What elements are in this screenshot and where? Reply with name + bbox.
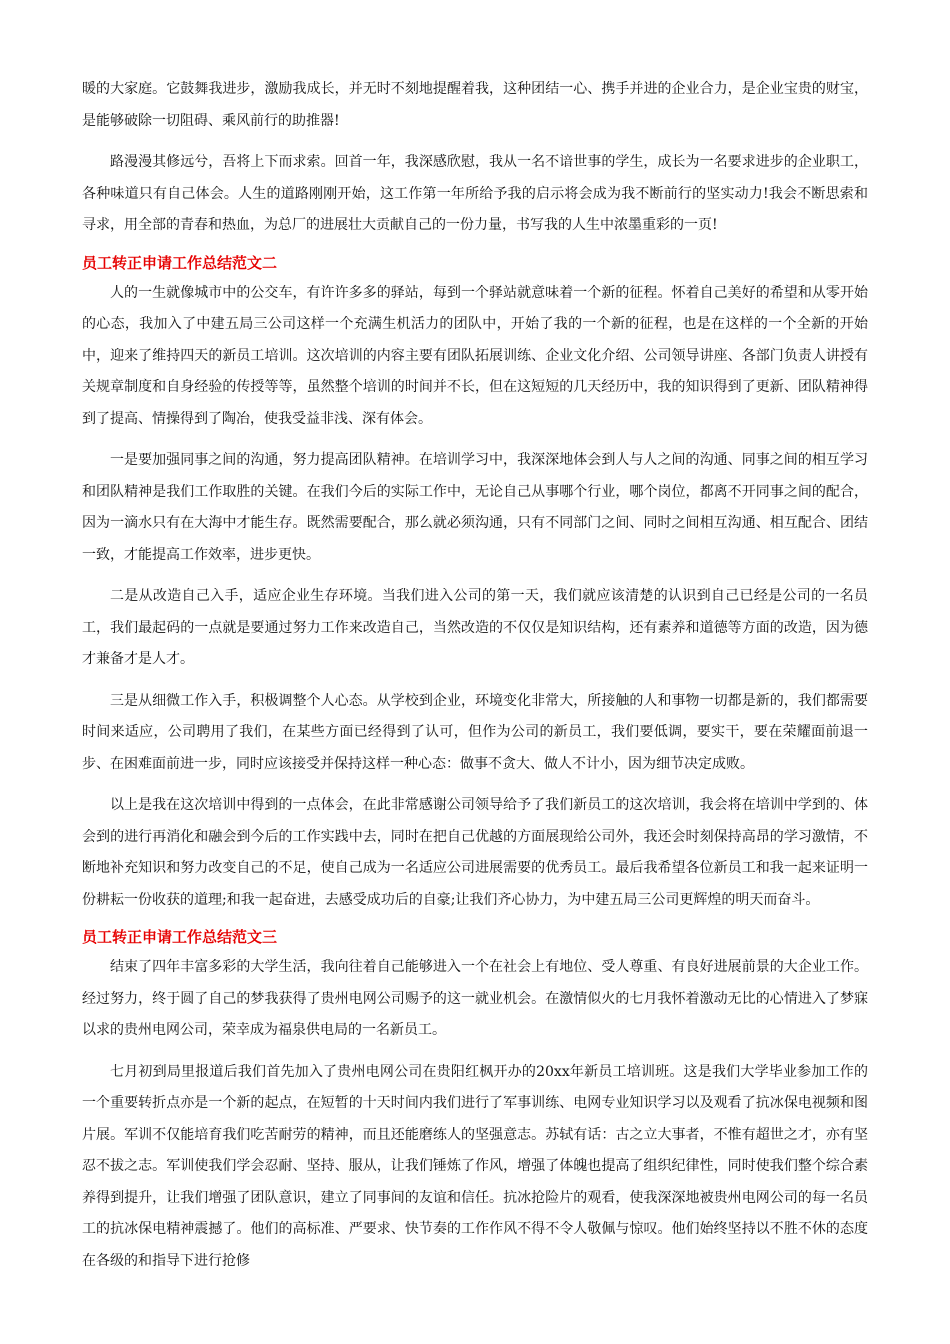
section-heading-three: 员工转正申请工作总结范文三 — [82, 928, 278, 946]
document-page — [82, 74, 868, 1277]
paragraph-intro-two: 人的一生就像城市中的公交车，有许许多多的驿站，每到一个驿站就意味着一个新的征程。怀着自己美好的希望和从零开始的心态，我加入了中建五局三公司这样一个充满生机活力的团队中，开始了我的一个新的征程，也是在这样的一个全新的开始中，迎来了维持四天的新员工培训。这次培训的内容主要有团队拓展训练、企业文化介绍、公司领导讲座、各部门负责人讲授有关规章制度和自身经验的传授等等，虽然整个培训的时间并不长，但在这短短的几天经历中，我的知识得到了更新、团队精神得到了提高、情操得到了陶冶，使我受益非浅、深有体会。 — [82, 284, 868, 427]
paragraph-point-two: 二是从改造自己入手，适应企业生存环境。当我们进入公司的第一天，我们就应该清楚的认识到自己已经是公司的一名员工，我们最起码的一点就是要通过努力工作来改造自己，当然改造的不仅仅是知识结构，还有素养和道德等方面的改造，因为德才兼备才是人才。 — [82, 588, 868, 667]
paragraph-continuation: 暖的大家庭。它鼓舞我进步，激励我成长，并无时不刻地提醒着我，这种团结一心、携手并进的企业合力，是企业宝贵的财宝，是能够破除一切阻碍、乘风前行的助推器! — [82, 81, 868, 129]
paragraph-point-three: 三是从细微工作入手，积极调整个人心态。从学校到企业，环境变化非常大，所接触的人和事物一切都是新的，我们都需要时间来适应，公司聘用了我们，在某些方面已经得到了认可，但作为公司的新员工，我们要低调，要实干，要在荣耀面前退一步、在困难面前进一步，同时应该接受并保持这样一种心态：做事不贪大、做人不计小，因为细节决定成败。 — [82, 692, 868, 772]
section-heading-two: 员工转正申请工作总结范文二 — [82, 253, 278, 272]
paragraph-conclusion-two: 以上是我在这次培训中得到的一点体会，在此非常感谢公司领导给予了我们新员工的这次培训，我会将在培训中学到的、体会到的进行再消化和融会到今后的工作实践中去，同时在把自己优越的方面展现给公司外，我还会时刻保持高昂的学习激情，不断地补充知识和努力改变自己的不足，使自己成为一名适应公司进展需要的优秀员工。最后我希望各位新员工和我一起来证明一份耕耘一份收获的道理;和我一起奋进，去感受成功后的自豪;让我们齐心协力，为中建五局三公司更辉煌的明天而奋斗。 — [82, 797, 868, 908]
paragraph-point-one: 一是要加强同事之间的沟通，努力提高团队精神。在培训学习中，我深深地体会到人与人之间的沟通、同事之间的相互学习和团队精神是我们工作取胜的关键。在我们今后的实际工作中，无论自己从事哪个行业，哪个岗位，都离不开同事之间的配合，因为一滴水只有在大海中才能生存。既然需要配合，那么就必须沟通，只有不同部门之间、同时之间相互沟通、相互配合、团结一致，才能提高工作效率，进步更快。 — [82, 452, 868, 563]
paragraph-reflection: 路漫漫其修远兮，吾将上下而求索。回首一年，我深感欣慰，我从一名不谙世事的学生，成长为一名要求进步的企业职工，各种味道只有自己体会。人生的道路刚刚开始，这工作第一年所给予我的启示将会成为我不断前行的坚实动力!我会不断思索和寻求，用全部的青春和热血，为总厂的进展壮大贡献自己的一份力量，书写我的人生中浓墨重彩的一页! — [82, 154, 868, 233]
paragraph-training: 七月初到局里报道后我们首先加入了贵州电网公司在贵阳红枫开办的20xx年新员工培训班。这是我们大学毕业参加工作的一个重要转折点亦是一个新的起点，在短暂的十天时间内我们进行了军事训练、电网专业知识学习以及观看了抗冰保电视频和图片展。军训不仅能培育我们吃苦耐劳的精神，而且还能磨练人的坚强意志。苏轼有话：古之立大事者，不惟有超世之才，亦有坚忍不拔之志。军训使我们学会忍耐、坚持、服从，让我们锤炼了作风，增强了体魄也提高了组织纪律性，同时使我们整个综合素养得到提升，让我们增强了团队意识，建立了同事间的友谊和信任。抗冰抢险片的观看，使我深深地被贵州电网公司的每一名员工的抗冰保电精神震撼了。他们的高标准、严要求、快节奏的工作作风不得不令人敬佩与惊叹。他们始终坚持以不胜不休的态度在各级的和指导下进行抢修 — [82, 1063, 868, 1269]
paragraph-intro-three: 结束了四年丰富多彩的大学生活，我向往着自己能够进入一个在社会上有地位、受人尊重、有良好进展前景的大企业工作。经过努力，终于圆了自己的梦我获得了贵州电网公司赐予的这一就业机会。在激情似火的七月我怀着激动无比的心情进入了梦寐以求的贵州电网公司，荣幸成为福泉供电局的一名新员工。 — [82, 959, 868, 1038]
